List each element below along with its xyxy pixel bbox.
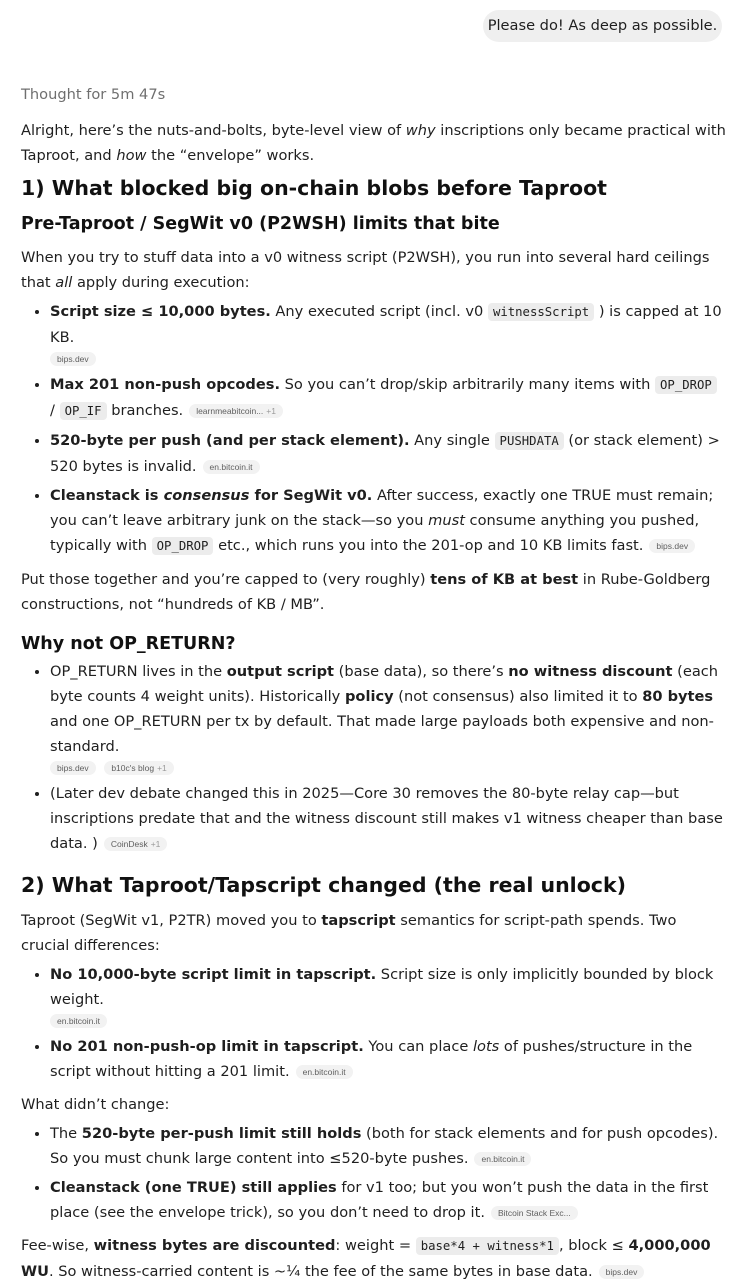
inline-code: PUSHDATA: [495, 432, 564, 450]
inline-code: OP_DROP: [655, 376, 717, 394]
list-item: • Script size ≤ 10,000 bytes. Any executed script (incl. v0 witnessScript ) is capped at 10 KB. bips.dev: [50, 299, 726, 368]
list-item: • (Later dev debate changed this in 2025—Core 30 removes the 80-byte relay cap—but inscriptions predate that and the witness discount still makes v1 witness cheaper than base data. ) CoinDesk +1: [50, 781, 726, 856]
op-return-list: [21, 659, 726, 856]
citation-chip[interactable]: bips.dev: [50, 761, 96, 775]
citation-chip[interactable]: bips.dev: [50, 352, 96, 366]
tapscript-lead: Taproot (SegWit v1, P2TR) moved you to tapscript semantics for script-path spends. Two crucial differences:: [21, 912, 677, 954]
citation-chip[interactable]: bips.dev: [649, 539, 695, 553]
citation-chip[interactable]: en.bitcoin.it: [50, 1014, 107, 1028]
citation-chip[interactable]: Bitcoin Stack Exc...: [491, 1206, 578, 1220]
section-2-heading: 2) What Taproot/Tapscript changed (the real unlock): [21, 873, 626, 897]
assistant-response: [21, 118, 726, 1284]
subsection-op-return-heading: Why not OP_RETURN?: [21, 634, 236, 654]
list-item: • No 201 non-push-op limit in tapscript. You can place lots of pushes/structure in the script without hitting a 201 limit. en.bitcoin.it: [50, 1034, 726, 1084]
citation-chip[interactable]: CoinDesk +1: [104, 837, 168, 851]
intro-paragraph: Alright, here’s the nuts-and-bolts, byte-level view of why inscriptions only became practical with Taproot, and how the “envelope” works.: [21, 122, 726, 164]
inline-code: witnessScript: [488, 303, 594, 321]
citation-chip[interactable]: en.bitcoin.it: [296, 1065, 353, 1079]
list-item: • Cleanstack (one TRUE) still applies for v1 too; but you won’t push the data in the first place (see the envelope trick), so you don’t need to drop it. Bitcoin Stack Exc...: [50, 1175, 726, 1225]
list-item: • The 520-byte per-push limit still holds (both for stack elements and for push opcodes). So you must chunk large content into ≤520-byte pushes. en.bitcoin.it: [50, 1121, 726, 1171]
inline-code: OP_DROP: [152, 537, 214, 555]
citation-chip[interactable]: bips.dev: [599, 1265, 645, 1279]
thought-duration-toggle[interactable]: [21, 84, 165, 106]
user-message-text: Please do! As deep as possible.: [487, 17, 718, 34]
unchanged-label: What didn’t change:: [21, 1096, 170, 1113]
inline-code: base*4 + witness*1: [416, 1237, 559, 1255]
thought-duration-label: Thought for 5m 47s: [21, 86, 166, 103]
section-1-heading: 1) What blocked big on-chain blobs before Taproot: [21, 176, 607, 200]
citation-chip[interactable]: learnmeabitcoin... +1: [189, 404, 283, 418]
list-item: • No 10,000-byte script limit in tapscript. Script size is only implicitly bounded by block weight. en.bitcoin.it: [50, 962, 726, 1030]
subsection-v0-limits-heading: Pre-Taproot / SegWit v0 (P2WSH) limits that bite: [21, 214, 500, 234]
citation-chip[interactable]: en.bitcoin.it: [203, 460, 260, 474]
unchanged-list: [21, 1121, 726, 1225]
list-item: • OP_RETURN lives in the output script (base data), so there’s no witness discount (each byte counts 4 weight units). Historically policy (not consensus) also limited it to 80 bytes and one OP_RETURN per tx by default. That made large payloads both expensive and non-standard. bips.dev b10c's blog +1: [50, 659, 726, 777]
tapscript-changes-list: [21, 962, 726, 1084]
fee-paragraph: Fee-wise, witness bytes are discounted: weight = base*4 + witness*1 , block ≤ 4,000,000 WU. So witness-carried content is ~¼ the fee of the same bytes in base data. bips.dev: [21, 1237, 711, 1280]
v0-limits-list: [21, 299, 726, 559]
user-message-bubble: [483, 10, 722, 42]
citation-chip[interactable]: b10c's blog +1: [104, 761, 173, 775]
list-item: • Cleanstack is consensus for SegWit v0. After success, exactly one TRUE must remain; you can’t leave arbitrary junk on the stack—so you must consume anything you pushed, typically with OP_DROP etc., which runs you into the 201-op and 10 KB limits fast. bips.dev: [50, 483, 726, 559]
list-item: • 520-byte per push (and per stack element). Any single PUSHDATA (or stack element) > 520 bytes is invalid. en.bitcoin.it: [50, 428, 726, 479]
inline-code: OP_IF: [60, 402, 107, 420]
v0-limits-lead: When you try to stuff data into a v0 witness script (P2WSH), you run into several hard ceilings that all apply during execution:: [21, 249, 710, 291]
list-item: • Max 201 non-push opcodes. So you can’t drop/skip arbitrarily many items with OP_DROP / OP_IF branches. learnmeabitcoin... +1: [50, 372, 726, 424]
v0-limits-summary: Put those together and you’re capped to (very roughly) tens of KB at best in Rube-Goldberg constructions, not “hundreds of KB / MB”.: [21, 571, 711, 613]
citation-chip[interactable]: en.bitcoin.it: [474, 1152, 531, 1166]
